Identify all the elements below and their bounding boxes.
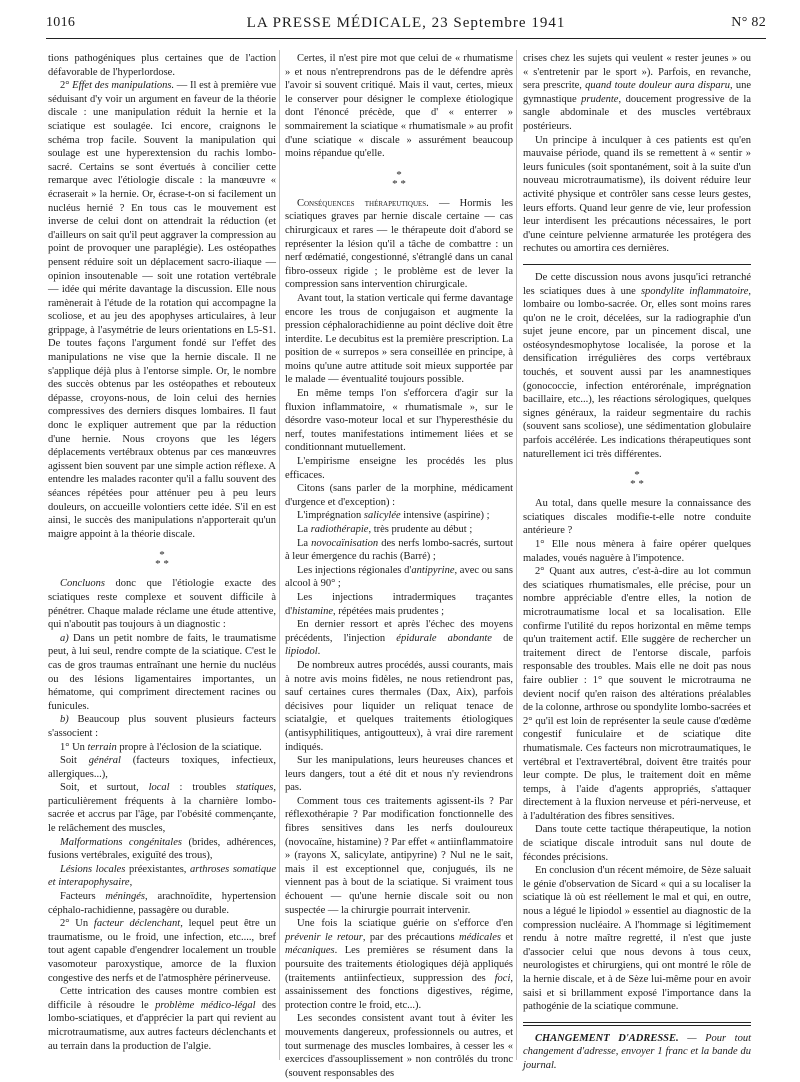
- list-item: [285, 537, 513, 564]
- paragraph: [48, 632, 276, 714]
- text: De cette discussion nous avons jusqu'ici retranché les sciatiques dues à une: [523, 271, 751, 297]
- text: statiques: [236, 782, 274, 794]
- paragraph: tions pathogéniques plus certaines que de l'action défavorable de l'hyperlordose.: [48, 53, 276, 78]
- text: arthroses somatique et interapophysaire: [48, 863, 276, 889]
- text: La: [297, 524, 311, 535]
- section-title: Concluons: [60, 578, 105, 590]
- text: Les injections régionales d': [297, 564, 412, 576]
- text: , répétées mais prudentes ;: [333, 605, 445, 617]
- text: , une gymnastique: [523, 80, 751, 105]
- text: épidurale abondante: [396, 632, 492, 644]
- section-number: 2°: [60, 80, 73, 92]
- text: , particulièrement fréquents à la charnière lombo-sacrée et accrus par l'âge, par l'obésité commençante, le relâchement des muscles,: [48, 782, 277, 835]
- text: intensive (aspirine) ;: [400, 510, 490, 522]
- paragraph-text: donc que l'étiologie exacte des sciatiques reste complexe et souvent difficile à pénétrer. Chaque malade réclame une étude attentive, qui n'aboutit pas toujours à un diagnostic :: [48, 578, 276, 631]
- paragraph: [48, 713, 276, 740]
- paragraph: [48, 577, 276, 631]
- text: salicylée: [363, 510, 401, 522]
- paragraph-text: Dans un petit nombre de faits, le traumatisme peut, à lui seul, rendre compte de la sciatique. C'est le cas de gros traumas entraînant une hernie du nucléus ou des lésions ligamentaires importantes, un hématome, qui compriment directement racines ou funicules.: [48, 632, 276, 712]
- text: . Les premières se résument dans la poursuite des traitements étiologiques déjà appliqués (traitements antiinfectieux, suppression des: [285, 945, 513, 984]
- notice-text: — Pour tout changement d'adresse, envoyer 1 franc et la bande du journal.: [523, 1032, 751, 1071]
- paragraph: L'empirisme enseigne les procédés les plus efficaces.: [285, 456, 513, 481]
- notice-title: CHANGEMENT D'ADRESSE.: [535, 1032, 679, 1044]
- paragraph: Les secondes consistent avant tout à éviter les mouvements dangereux, professionnels ou autres, et tout surmenage des muscles lombaires, à cesser les « exercices d'assouplissement » non contrôlés du tronc (souvent responsables des: [285, 1013, 513, 1079]
- paragraph: [285, 197, 513, 292]
- text: (facteurs toxiques, infectieux, allergiques...),: [48, 755, 276, 780]
- text: propre à l'éclosion de la sciatique.: [116, 741, 262, 753]
- text: des nerfs lombo-sacrés, surtout à leur émergence du rachis (Barré) ;: [285, 537, 513, 563]
- text: novocaïnisation: [311, 537, 379, 549]
- paragraph: [48, 863, 276, 890]
- column-1: [48, 52, 276, 1064]
- text: , arachnoïdite, hypertension céphalo-rachidienne, passagère ou durable.: [48, 891, 276, 916]
- list-item: [285, 564, 513, 591]
- paragraph: [285, 917, 513, 1012]
- text: En dernier ressort et après l'échec des moyens précédents, l'injection: [285, 619, 513, 644]
- address-change-notice: [523, 1032, 751, 1073]
- section-break-stars: * * *: [630, 469, 644, 491]
- paragraph-text: — Hormis les sciatiques graves par hernie discale certaine — cas chirurgicaux et rares — le thérapeute doit d'abord se représenter la lésion qu'il a tâche de combattre : un nerf œdématié, congestionné, s'étranglé dans un canal fibro-osseux rigide ; le problème est de lever la compression sans intervention chirurgicale.: [285, 197, 513, 291]
- paragraph: Dans toute cette tactique thérapeutique, la notion de sciatique discale introduit sans nul doute de fécondes précisions.: [523, 824, 751, 863]
- page-number: 1016: [46, 15, 76, 30]
- text: (brides, adhérences, fusions vertébrales, exiguïté des trous),: [48, 836, 276, 862]
- paragraph: De nombreux autres procédés, aussi courants, mais à notre avis moins fidèles, ne nous retiendront pas, sauf certaines cures thermales (Dax, Aix), parfois décisives pour liquider un reliquat tenace de sciatalgie, et quelques traitements étiologiques (antisyphilitiques, antigoutteux), à vrai dire rarement indiqués.: [285, 659, 513, 753]
- list-label: a): [60, 632, 69, 644]
- paragraph: [48, 781, 276, 835]
- text: local: [148, 782, 170, 794]
- paragraph: [523, 52, 751, 134]
- paragraph: [48, 917, 276, 985]
- text: prévenir le retour: [285, 931, 363, 943]
- paragraph: Certes, il n'est pire mot que celui de « rhumatisme » et nous n'entreprendrons pas de le défendre après l'avoir si souvent critiqué. Mais il vaut, certes, mieux le conserver pour désigner le complexe étiologique dont l'énoncé précède, que d' « enterrer » sommairement la sciatique « rhumatismale » au profit d'une sciatique « discale » assurément beaucoup moins répandue qu'elle.: [285, 53, 513, 160]
- text: Soit: [60, 755, 89, 767]
- journal-title: LA PRESSE MÉDICALE, 23 Septembre 1941: [246, 15, 566, 31]
- text: , très prudente au début ;: [368, 524, 473, 535]
- text: Malformations congénitales: [60, 836, 182, 848]
- paragraph: Comment tous ces traitements agissent-ils ? Par réflexothérapie ? Par modification fonctionnelle des fibres sensitives dans les nerfs douloureux (novocaïne, histamine) ? Par effet « antiinflammatoire » (rayons X, salicylate, antipyrine) ? Nul ne le sait, mais il est exceptionnel que, conjugués, ils ne viennent pas à bout de la sciatique. Si vraiment tous échouent — qu'une hernie discale soit ou non suspectée — la chirurgie pourrait intervenir.: [285, 795, 513, 916]
- list-item: [285, 523, 513, 537]
- text: Facteurs: [60, 891, 106, 903]
- text: préexistantes,: [125, 863, 190, 875]
- text: 1° Un: [60, 741, 88, 753]
- paragraph: [48, 79, 276, 541]
- text: ,: [129, 877, 133, 889]
- text: facteur déclenchant: [93, 918, 181, 930]
- text: La: [297, 537, 312, 549]
- text: .: [317, 646, 321, 658]
- paragraph: Avant tout, la station verticale qui ferme davantage encore les trous de conjugaison et augmente la pression céphalorachidienne au point déclive doit être interdite. Le decubitus est la première prescription. La position de « surrepos » sera conseillée en principe, à moins qu'une autre attitude soit mieux supportée par le malade — éventualité toujours possible.: [285, 292, 513, 386]
- paragraph: Un principe à inculquer à ces patients est qu'en mauvaise période, quand ils se remettent à « sentir » leurs funicules (soit spontanément, soit à la suite d'un nouveau microtraumatisme), ils doivent réduire leur activité physique et contrôler sans cesse leurs gestes, leurs efforts. Quand leur genre de vie, leur profession leur interdisent les précautions nécessaires, le port d'une ceinture pelvienne armaturée les protégera des rechutes ou amortira ces dernières.: [523, 134, 751, 255]
- text: lipiodol: [285, 646, 318, 658]
- section-break-stars: * * *: [392, 168, 406, 190]
- paragraph: 2° Quant aux autres, c'est-à-dire au lot commun des sciatiques rhumatismales, elle précise, pour un nombre appréciable d'entre elles, la notion de microtraumatisme local et sa localisation. Elle confirme l'utilité du repos horizontal en même temps qu'un traitement actif. Elle suggère de rechercher un traitement direct de l'entorse discale, parfois responsable des troubles. Mais elle ne doit pas nous faire oublier : 1° que souvent le microtrauma ne devient nocif qu'en raison des altérations préalables de la colonne, arthrose ou spondylite lombo-sacrées et 2° qu'il est loin de représenter la seule cause d'œdème congestif funiculaire et de sciatique dite rhumatismale. Ces facteurs non microtraumatiques, le vertébral et l'extravertébral, doivent être traités pour leur compte. De plus, le traitement doit en même temps, à l'aide d'agents appropriés, s'attaquer directement à la fluxion nerveuse et péri-nerveuse, et à l'adultération des fibres sensitives.: [523, 566, 752, 822]
- text: prudente: [581, 93, 619, 105]
- text: Une fois la sciatique guérie on s'efforce d'en: [297, 918, 513, 930]
- notice-rule: [523, 1022, 751, 1026]
- text: Lésions locales: [60, 863, 126, 875]
- text: , par des précautions: [362, 931, 459, 943]
- text: , doucement progressive de la sangle abdominale et des muscles vertébraux postérieurs.: [523, 93, 751, 132]
- paragraph: [48, 741, 276, 755]
- text: terrain: [87, 741, 117, 753]
- text: antipyrine: [411, 564, 455, 576]
- text: de: [491, 632, 513, 644]
- list-item: [285, 618, 513, 659]
- column-divider: [516, 50, 517, 1060]
- text: général: [88, 755, 121, 767]
- paragraph: [48, 836, 276, 863]
- text: méningés: [105, 891, 146, 903]
- section-rule: [523, 264, 751, 265]
- text: , assainissement des fonctions digestives, régime, protection contre le froid, etc...).: [285, 972, 513, 1011]
- paragraph: Citons (sans parler de la morphine, médicament d'urgence et d'exception) :: [285, 483, 513, 508]
- list-item: [285, 591, 513, 618]
- page-header: [46, 15, 766, 37]
- paragraph: [48, 754, 276, 781]
- text: problème médico-légal: [155, 999, 256, 1011]
- text: spondylite inflammatoire: [640, 285, 749, 297]
- section-break-stars: * * *: [155, 549, 169, 571]
- text: , avec ou sans alcool à 90° ;: [285, 564, 513, 590]
- text: radiothérapie: [310, 524, 369, 535]
- text: et: [500, 931, 513, 943]
- paragraph: [48, 890, 276, 917]
- text: crises chez les sujets qui veulent « rester jeunes » ou « s'entretenir par le sport »). Parfois, en revanche, sera prescrite,: [523, 53, 751, 92]
- text: Soit, et surtout,: [60, 782, 149, 794]
- paragraph-text: — Il est à première vue séduisant d'y voir un argument en faveur de la théorie discale : une manipulation réduit la hernie et la sciatique est soulagée. Ici encore, craignons le schéma trop facile. Souvent la manipulation qui soulage est une hyperextension du rachis lombo-sacré. Certains se sont évertués à concilier cette remarque avec l'étiologie discale : la manœuvre « écraserait » la hernie. Or, écrase-t-on si facilement un nucléus hernié ? En tous cas le mouvement est inverse de celui dont on attendrait la réduction (et d'ailleurs on sait qu'il peut aggraver la compression au point de provoquer une paraplégie). Les ostéopathes pensent réduire soit un déplacement sacro-iliaque — opinion insoutenable — soit une rotation vertébrale — idée qui mérite davantage la discussion. Elle nous ramènerait à l'étude de la rotation qui accompagne la scoliose, et au jeu des apophyses articulaires, à leur grippage, à l'asymétrie de leurs orientations en L5-S1. De toutes façons l'argument fondé sur l'effet des manipulations ne vise que la hernie discale. Il ne s'applique déjà plus à l'entorse simple. Or, le nombre des succès obtenus par les ostéopathes et rebouteux dépasse, croyons-nous, de loin celui des hernies compressives des derniers disques lombaires. Il faut donc le expliquer autrement que par la réduction d'une hernie. Nous croyons que les légers déplacements vertébraux obtenus par ces manœuvres agissent bien souvent par une simple action réflexe. A entendre les malades raconter qu'il a fallu souvent des séances répétées pour atténuer peu à peu leurs douleurs, on accueille volontiers cette idée. S'il en est ainsi, le succès des manipulations n'apporterait qu'un maigre appoint à la théorie discale.: [48, 80, 276, 540]
- column-3: [523, 52, 752, 1071]
- paragraph: [48, 985, 276, 1053]
- text: , lombaire ou lombo-sacrée. Or, elles sont moins rares qu'on ne le croit, décelées, sur la radiographie d'un sujet jeune encore, par un pincement discal, une ostéosyndesmophytose localisée, la porose et la densification irrégulières des corps vertébraux touchés, et souvent aussi par les anamnestiques (gonococcie, infection entérorénale, imprégnation bacillaire, etc...), les réactions sérologiques, quelques signes généraux, la raideur segmentaire du rachis (souvent sans scoliose), une sédimentation globulaire parfois accélérée. Les indications thérapeutiques sont naturellement ici très différentes.: [523, 285, 751, 460]
- text: quand toute douleur aura disparu: [585, 80, 730, 92]
- text: des lombo-sciatiques, et d'apprécier la part qui revient au microtraumatisme, aux autres facteurs déclenchants et au terrain dans la production de l'algie.: [48, 999, 276, 1052]
- text: Cette intrication des causes montre combien est difficile à résoudre le: [48, 986, 276, 1011]
- paragraph: Au total, dans quelle mesure la connaissance des sciatiques discales modifie-t-elle notre conduite antérieure ?: [523, 498, 751, 537]
- section-title: Effet des manipulations.: [72, 80, 175, 92]
- issue-number: N° 82: [731, 15, 766, 30]
- paragraph: Sur les manipulations, leurs heureuses chances et leurs dangers, tout a été dit et nous n'y reviendrons pas.: [285, 755, 513, 794]
- paragraph: 1° Elle nous mènera à faire opérer quelques malades, voués naguère à l'impotence.: [523, 539, 751, 564]
- text: : troubles: [169, 782, 237, 794]
- column-2: [285, 52, 513, 1079]
- text: L'imprégnation: [297, 510, 364, 522]
- text: , lequel peut être un traumatisme, ou le froid, une infection, etc...., bref tout agent capable d'engendrer localement un trouble vasomoteur paroxystique, amorce de la fluxion congestive des nerfs et de l'atmosphère périnerveuse.: [48, 918, 277, 984]
- text: 2° Un: [60, 918, 94, 930]
- text: mécaniques: [285, 945, 335, 957]
- text: foci: [494, 972, 511, 984]
- header-rule: [46, 38, 766, 39]
- section-title: Conséquences thérapeutiques.: [297, 197, 429, 209]
- paragraph: [523, 271, 751, 461]
- list-label: b): [60, 714, 69, 726]
- paragraph: En même temps l'on s'efforcera d'agir sur la fluxion inflammatoire, « rhumatismale », sur le désordre vaso-moteur local et sur l'hyperesthésie du nerf, toutes manifestations intimement liées et se conditionnant mutuellement.: [285, 388, 513, 454]
- text: Les injections intradermiques traçantes d': [285, 591, 513, 617]
- list-item: [285, 509, 513, 523]
- text: médicales: [458, 931, 501, 943]
- paragraph-text: Beaucoup plus souvent plusieurs facteurs s'associent :: [48, 714, 276, 739]
- paragraph: En conclusion d'un récent mémoire, de Sèze saluait le génie d'observation de Sicard « qui a su localiser la sciatique là où est réellement le mal et qui, en outre, nous a légué le lipiodol » essentiel au diagnostic de la compression nucléaire. A l'hommage si légitimement rendu à notre maître regretté, il n'est que juste d'associer celui que nous devons à tous ceux, neurologistes et chirurgiens, qui ont montré le rôle de la hernie discale, et à de Sèze lui-même pour en avoir saisi et si brillamment exposé l'importance dans la pathogénie de la sciatique commune.: [523, 865, 751, 1013]
- column-divider: [279, 50, 280, 1060]
- text: histamine: [292, 605, 333, 617]
